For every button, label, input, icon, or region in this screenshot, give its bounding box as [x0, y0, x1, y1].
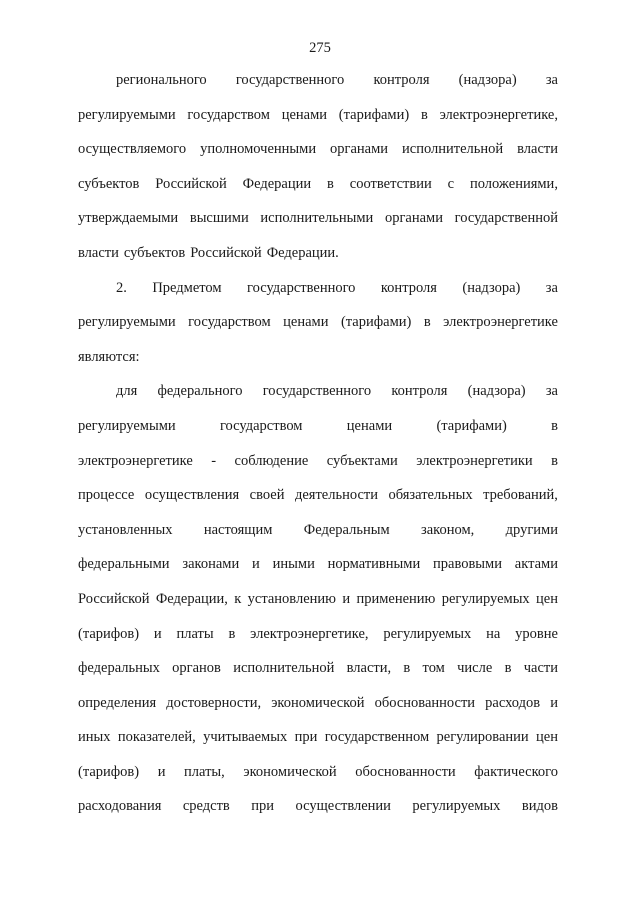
- word: к: [234, 590, 242, 607]
- body-text: [78, 72, 558, 833]
- word: электроэнергетике: [443, 314, 558, 331]
- word: том: [422, 660, 445, 677]
- word: экономической: [271, 694, 365, 711]
- text-line: [78, 556, 558, 591]
- word: обоснованности: [355, 763, 456, 780]
- word: цен: [536, 590, 558, 607]
- word: субъектов: [123, 244, 186, 261]
- word: электроэнергетике,: [439, 106, 558, 123]
- word: регулируемых: [441, 590, 530, 607]
- page-number: 275: [309, 40, 331, 56]
- word: исполнительной: [233, 660, 335, 677]
- word: исполнительной: [402, 141, 504, 158]
- word: платы,: [184, 763, 225, 780]
- text-line: [78, 626, 558, 661]
- word: и: [157, 763, 166, 780]
- word: являются:: [78, 348, 140, 365]
- word: в: [551, 452, 558, 469]
- word: осуществляемого: [78, 141, 187, 158]
- word: исполнительными: [260, 210, 374, 227]
- word: определения: [78, 694, 157, 711]
- word: регулируемых: [412, 798, 501, 815]
- word: соответствии: [349, 175, 432, 192]
- text-line: [78, 418, 558, 453]
- text-line: [78, 245, 558, 280]
- word: актами: [514, 556, 558, 573]
- word: государственной: [454, 210, 558, 227]
- word: органами: [384, 210, 443, 227]
- word: органами: [330, 141, 389, 158]
- word: государством: [188, 314, 271, 331]
- word: Российской: [190, 244, 262, 261]
- word: субъектами: [326, 452, 398, 469]
- word: Предметом: [152, 279, 222, 296]
- word: Федерации,: [155, 590, 228, 607]
- word: высшими: [189, 210, 249, 227]
- word: (надзора): [458, 72, 517, 88]
- word: органов: [172, 660, 221, 677]
- word: за: [545, 383, 558, 400]
- word: обязательных: [388, 487, 473, 504]
- word: видов: [521, 798, 558, 815]
- word: показателей,: [117, 729, 196, 746]
- word: (надзора): [462, 279, 521, 296]
- text-line: [78, 487, 558, 522]
- text-line: [78, 349, 558, 384]
- word: власти: [78, 244, 119, 261]
- word: государством: [187, 106, 270, 123]
- word: уровне: [515, 625, 558, 642]
- word: контроля: [373, 72, 430, 88]
- word: власти,: [346, 660, 392, 677]
- word: ценами: [283, 314, 329, 331]
- text-line: [78, 107, 558, 142]
- word: в: [420, 106, 428, 123]
- text-line: [78, 764, 558, 799]
- text-line: [78, 729, 558, 764]
- text-line: [78, 280, 558, 315]
- word: и: [550, 694, 558, 711]
- word: ценами: [281, 106, 328, 123]
- word: (надзора): [467, 383, 526, 400]
- word: регулируемых: [383, 625, 472, 642]
- word: установлению: [247, 590, 336, 607]
- word: регионального: [116, 72, 207, 88]
- word: регулировании: [436, 729, 529, 746]
- word: расходования: [78, 798, 162, 815]
- word: средств: [182, 798, 230, 815]
- word: электроэнергетики: [416, 452, 533, 469]
- word: иных: [78, 729, 111, 746]
- word: регулируемыми: [78, 314, 176, 331]
- word: за: [545, 279, 558, 296]
- text-line: [78, 660, 558, 695]
- text-line: [78, 176, 558, 211]
- word: Федерации: [242, 175, 312, 192]
- word: в: [423, 314, 431, 331]
- word: иными: [272, 556, 315, 573]
- word: (тарифами): [338, 106, 410, 123]
- word: процессе: [78, 487, 135, 504]
- word: государственного: [247, 279, 356, 296]
- word: в: [551, 417, 558, 434]
- word: в: [504, 660, 512, 677]
- word: (тарифами): [436, 417, 507, 434]
- word: 2.: [116, 279, 127, 296]
- word: субъектов: [78, 175, 140, 192]
- word: государственного: [262, 383, 372, 400]
- word: Федерации.: [266, 244, 339, 261]
- word: ценами: [346, 417, 393, 434]
- word: экономической: [243, 763, 337, 780]
- word: федерального: [157, 383, 243, 400]
- word: применению: [356, 590, 436, 607]
- word: уполномоченными: [200, 141, 317, 158]
- word: государством: [219, 417, 303, 434]
- word: деятельности: [294, 487, 378, 504]
- text-line: [78, 72, 558, 107]
- word: установленных: [78, 521, 173, 538]
- text-line: [78, 695, 558, 730]
- word: с: [447, 175, 455, 192]
- word: -: [211, 452, 217, 469]
- word: при: [251, 798, 275, 815]
- word: в: [228, 625, 236, 642]
- word: (тарифов): [78, 763, 140, 780]
- text-line: [78, 141, 558, 176]
- word: своей: [249, 487, 285, 504]
- word: федеральными: [78, 556, 170, 573]
- word: нормативными: [327, 556, 421, 573]
- word: положениями,: [469, 175, 558, 192]
- word: законом,: [421, 521, 475, 538]
- word: электроэнергетике: [78, 452, 193, 469]
- word: Российской: [78, 590, 150, 607]
- word: за: [545, 72, 558, 88]
- word: и: [342, 590, 351, 607]
- word: настоящим: [203, 521, 273, 538]
- word: регулируемыми: [78, 417, 176, 434]
- word: в: [327, 175, 334, 192]
- word: обоснованности: [374, 694, 476, 711]
- word: (тарифами): [340, 314, 412, 331]
- word: другими: [505, 521, 558, 538]
- word: части: [523, 660, 558, 677]
- word: осуществлении: [295, 798, 391, 815]
- word: Федеральным: [303, 521, 390, 538]
- word: при: [294, 729, 318, 746]
- word: контроля: [391, 383, 448, 400]
- word: утверждаемыми: [78, 210, 179, 227]
- word: осуществления: [144, 487, 240, 504]
- word: требований,: [483, 487, 558, 504]
- word: цен: [536, 729, 558, 746]
- word: законами: [182, 556, 240, 573]
- word: на: [486, 625, 501, 642]
- word: электроэнергетике,: [250, 625, 369, 642]
- word: в: [403, 660, 411, 677]
- word: расходов: [485, 694, 541, 711]
- text-line: [78, 210, 558, 245]
- text-line: [78, 453, 558, 488]
- word: числе: [457, 660, 493, 677]
- word: федеральных: [78, 660, 160, 677]
- text-line: [78, 591, 558, 626]
- word: и: [153, 625, 162, 642]
- word: учитываемых: [203, 729, 288, 746]
- word: контроля: [380, 279, 437, 296]
- word: (тарифов): [78, 625, 140, 642]
- text-line: [78, 798, 558, 833]
- word: достоверности,: [166, 694, 262, 711]
- word: и: [252, 556, 260, 573]
- word: регулируемыми: [78, 106, 176, 123]
- word: для: [116, 383, 138, 400]
- word: государственного: [235, 72, 345, 88]
- word: фактического: [474, 763, 558, 780]
- word: соблюдение: [234, 452, 309, 469]
- word: Российской: [155, 175, 227, 192]
- word: власти: [517, 141, 558, 158]
- text-line: [78, 383, 558, 418]
- text-line: [78, 314, 558, 349]
- word: платы: [176, 625, 214, 642]
- text-line: [78, 522, 558, 557]
- word: правовыми: [433, 556, 502, 573]
- word: государственном: [324, 729, 430, 746]
